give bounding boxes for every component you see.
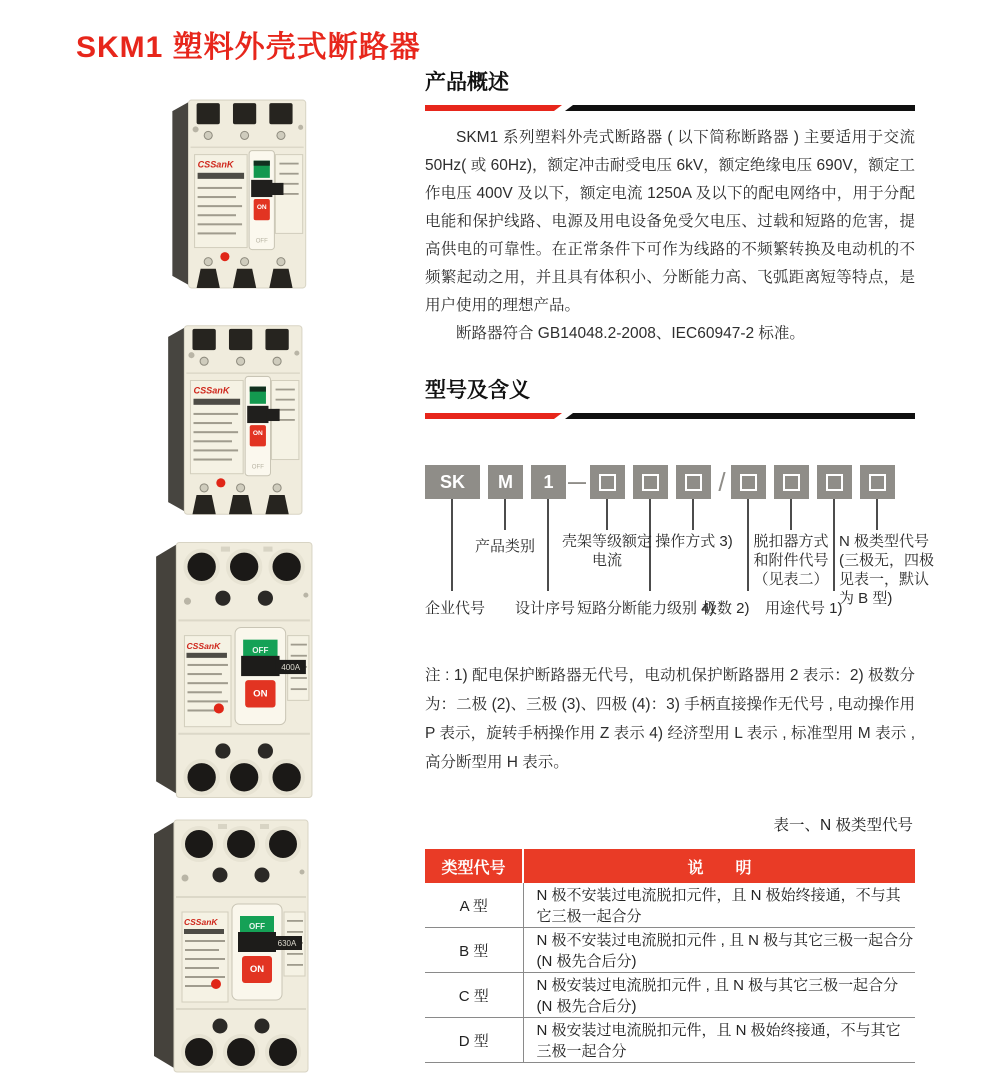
diagram-label-release-code: 脱扣器方式和附件代号（见表二） — [753, 533, 829, 588]
standards-paragraph: 断路器符合 GB14048.2-2008、IEC60947-2 标准。 — [456, 325, 805, 342]
dash-separator: — — [568, 471, 586, 492]
product-photo-breaker-3 — [146, 532, 316, 806]
on-label: ON — [252, 430, 263, 438]
brand-logo: CSSanK — [193, 385, 230, 396]
section-divider-bar — [425, 105, 915, 111]
type-code-cell: B 型 — [425, 928, 523, 973]
code-box-placeholder — [676, 465, 711, 499]
diagram-label-operation-mode: 操作方式 3) — [655, 533, 733, 550]
breaker-drawing — [156, 312, 308, 526]
breaker-drawing — [136, 812, 320, 1078]
connector-line — [547, 499, 549, 591]
product-photo-breaker-4 — [136, 812, 320, 1078]
connector-line — [876, 499, 878, 530]
type-code-cell: D 型 — [425, 1018, 523, 1063]
header-description: 说 明 — [523, 849, 915, 883]
indicator-dot — [214, 703, 224, 713]
off-label: OFF — [255, 238, 268, 245]
placeholder-square — [783, 474, 800, 491]
connector-line — [504, 499, 506, 530]
code-box-placeholder — [731, 465, 766, 499]
code-box-m: M — [488, 465, 523, 499]
off-label: OFF — [252, 645, 269, 655]
placeholder-square — [869, 474, 886, 491]
type-code-cell: A 型 — [425, 883, 523, 928]
amp-rating-label: 400A — [281, 663, 301, 673]
header-type-code: 类型代号 — [425, 849, 523, 883]
on-label: ON — [253, 688, 268, 700]
connector-line — [606, 499, 608, 530]
divider-black-segment — [564, 413, 915, 419]
description-cell: N 极安装过电流脱扣元件 , 且 N 极与其它三极一起合分 (N 极先合后分) — [523, 973, 915, 1018]
table-caption: 表一、N 极类型代号 — [773, 817, 913, 834]
breaker-side — [172, 102, 188, 285]
code-box-placeholder — [633, 465, 668, 499]
divider-black-segment — [564, 105, 915, 111]
divider-red-segment — [425, 105, 562, 111]
indicator-dot — [220, 252, 229, 261]
description-cell: N 极安装过电流脱扣元件，且 N 极始终接通，不与其它三极一起合分 — [523, 1018, 915, 1063]
toggle-handle — [241, 656, 279, 676]
code-box-placeholder — [860, 465, 895, 499]
model-heading: 型号及含义 — [425, 379, 530, 402]
diagram-label-product-class: 产品类别 — [474, 538, 535, 555]
breaker-side — [156, 545, 176, 794]
section-divider-bar — [425, 413, 915, 419]
toggle-handle — [238, 932, 276, 952]
breaker-side — [168, 328, 184, 511]
breaker-drawing — [146, 532, 316, 806]
table-row — [425, 883, 915, 928]
code-box-placeholder — [817, 465, 852, 499]
off-label: OFF — [249, 922, 265, 931]
brand-logo: CSSanK — [197, 159, 234, 170]
table-header-row — [425, 849, 915, 883]
type-code-cell: C 型 — [425, 973, 523, 1018]
description-cell: N 极不安装过电流脱扣元件 , 且 N 极与其它三极一起合分 (N 极先合后分) — [523, 928, 915, 973]
breaker-side — [154, 822, 174, 1068]
code-box-1: 1 — [531, 465, 566, 499]
breaker-drawing — [160, 94, 312, 292]
placeholder-square — [740, 474, 757, 491]
page-title: SKM1 塑料外壳式断路器 — [76, 31, 421, 64]
connector-line — [790, 499, 792, 530]
product-photo-breaker-1 — [160, 94, 312, 292]
amp-rating-label: 630A — [277, 939, 297, 948]
diagram-label-company-code: 企业代号 — [425, 600, 486, 617]
connector-line — [692, 499, 694, 530]
brand-logo: CSSanK — [184, 917, 218, 927]
connector-line — [451, 499, 453, 591]
placeholder-square — [685, 474, 702, 491]
n-pole-type-table — [425, 849, 915, 1063]
diagram-label-poles: 极数 2) — [702, 600, 750, 617]
product-photo-breaker-2 — [156, 312, 308, 526]
diagram-label-usage-code: 用途代号 1) — [765, 600, 843, 617]
diagram-label-breaking-capacity: 短路分断能力级别 4) — [577, 600, 715, 617]
indicator-dot — [211, 979, 221, 989]
diagram-label-design-serial: 设计序号 — [515, 600, 576, 617]
overview-paragraph: SKM1 系列塑料外壳式断路器 ( 以下简称断路器 ) 主要适用于交流 50Hz( 或 60Hz)，额定冲击耐受电压 6kV，额定绝缘电压 690V，额定工作电压 400V 及以下，额定电流 1250A 及以下的配电网络中，用于分配电能和保护线路、电源及用电设备免受欠电压、过载和短路的危害，提高供电的可靠性。在正常条件下可作为线路的不频繁转换及电动机的不频繁起动之用，并且具有体积小、分断能力高、飞弧距离短等特点，是用户使用的理想产品。 — [425, 129, 915, 314]
code-box-sk: SK — [425, 465, 480, 499]
toggle-handle — [247, 406, 268, 423]
code-box-placeholder — [590, 465, 625, 499]
table-row — [425, 973, 915, 1018]
indicator-dot — [216, 478, 225, 487]
code-box-placeholder — [774, 465, 809, 499]
description-cell: N 极不安装过电流脱扣元件，且 N 极始终接通，不与其它三极一起合分 — [523, 883, 915, 928]
off-label: OFF — [251, 463, 264, 471]
content-column — [425, 66, 934, 1063]
table-row — [425, 928, 915, 973]
table-row — [425, 1018, 915, 1063]
placeholder-square — [642, 474, 659, 491]
toggle-handle — [251, 180, 272, 197]
placeholder-square — [826, 474, 843, 491]
on-label: ON — [249, 964, 265, 975]
model-code-diagram — [425, 465, 934, 639]
placeholder-square — [599, 474, 616, 491]
on-label: ON — [256, 204, 267, 212]
brand-logo: CSSanK — [186, 640, 221, 651]
diagram-label-n-pole-type: N 极类型代号 (三极无，四极见表一，默认为 B 型) — [839, 533, 934, 607]
divider-red-segment — [425, 413, 562, 419]
slash-separator: / — [718, 466, 726, 497]
overview-heading: 产品概述 — [425, 71, 509, 94]
model-notes: 注 : 1) 配电保护断路器无代号，电动机保护断路器用 2 表示：2) 极数分为：二极 (2)、三极 (3)、四极 (4)：3) 手柄直接操作无代号 , 电动操作用 P 表示，旋转手柄操作用 Z 表示 4) 经济型用 L 表示 , 标准型用 M 表示 , 高分断型用 H 表示。 — [425, 667, 915, 771]
diagram-label-frame-current: 壳架等级额定电流 — [561, 533, 652, 569]
